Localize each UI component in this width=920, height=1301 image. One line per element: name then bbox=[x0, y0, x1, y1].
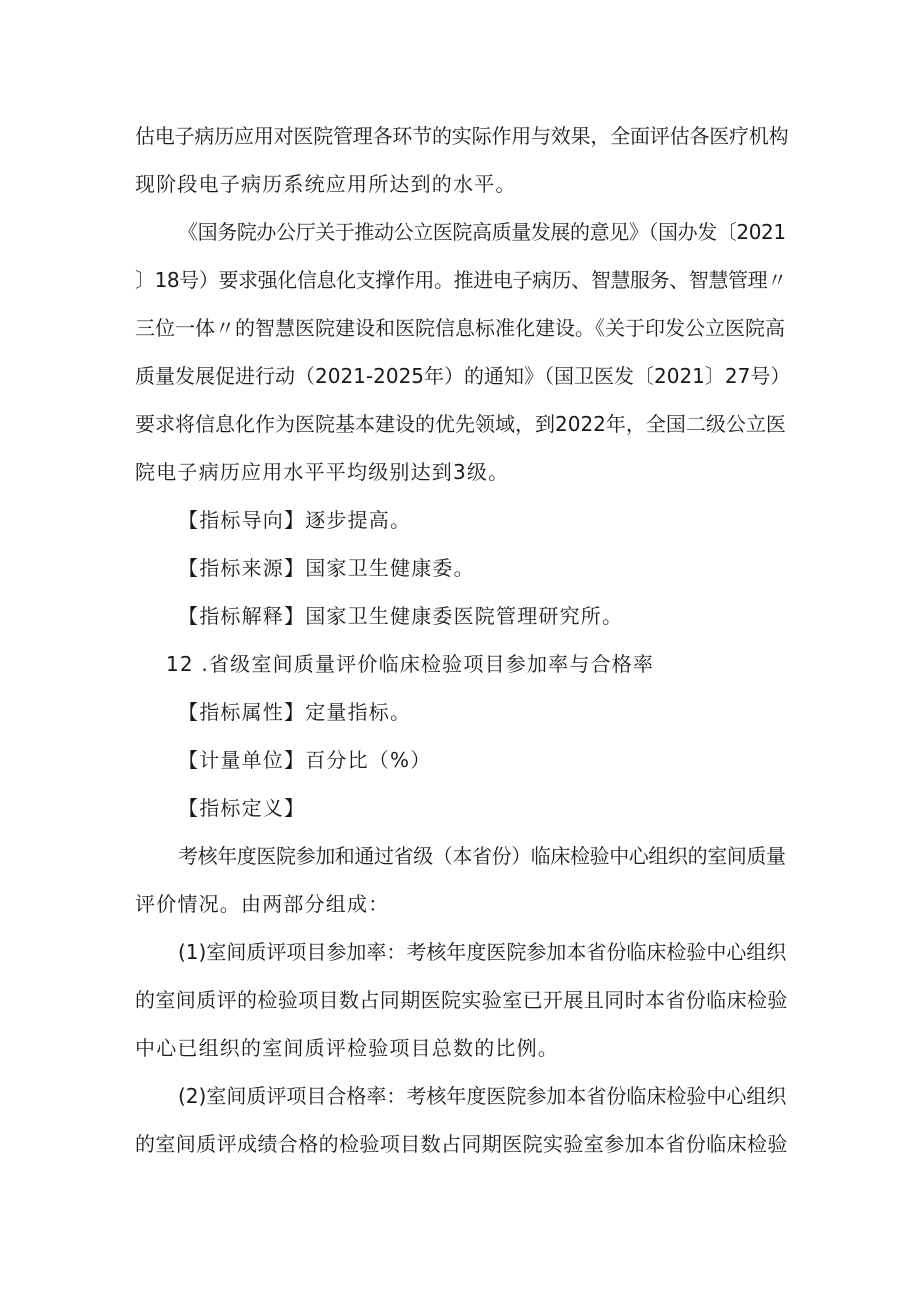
indicator-definition-label: 【指标定义】 bbox=[178, 796, 306, 820]
paragraph-line: 《国务院办公厅关于推动公立医院高质量发展的意见》（国办发〔2021 bbox=[178, 220, 786, 244]
list-item-1-line: (1)室间质评项目参加率：考核年度医院参加本省份临床检验中心组织 bbox=[178, 940, 787, 964]
paragraph-line: 院电子病历应用水平平均级别达到3级。 bbox=[135, 460, 510, 484]
paragraph-line: 〕18号）要求强化信息化支撑作用。推进电子病历、智慧服务、智慧管理〃 bbox=[135, 268, 787, 292]
paragraph-line: 要求将信息化作为医院基本建设的优先领域，到2022年，全国二级公立医 bbox=[135, 412, 786, 436]
indicator-source: 【指标来源】国家卫生健康委。 bbox=[178, 556, 475, 580]
paragraph-line: 现阶段电子病历系统应用所达到的水平。 bbox=[135, 172, 517, 196]
list-item-2-line: (2)室间质评项目合格率：考核年度医院参加本省份临床检验中心组织 bbox=[178, 1084, 787, 1108]
section-heading: 12 .省级室间质量评价临床检验项目参加率与合格率 bbox=[166, 652, 655, 676]
indicator-explanation: 【指标解释】国家卫生健康委医院管理研究所。 bbox=[178, 604, 624, 628]
paragraph-line: 考核年度医院参加和通过省级（本省份）临床检验中心组织的室间质量 bbox=[178, 844, 786, 868]
indicator-orientation: 【指标导向】逐步提高。 bbox=[178, 508, 412, 532]
indicator-attribute: 【指标属性】定量指标。 bbox=[178, 700, 412, 724]
paragraph-line: 的室间质评的检验项目数占同期医院实验室已开展且同时本省份临床检验 bbox=[135, 988, 788, 1012]
paragraph-line: 三位一体〃的智慧医院建设和医院信息标准化建设。《关于印发公立医院高 bbox=[135, 316, 785, 340]
paragraph-line: 评价情况。由两部分组成： bbox=[135, 892, 390, 916]
paragraph-line: 估电子病历应用对医院管理各环节的实际作用与效果，全面评估各医疗机构 bbox=[135, 124, 789, 148]
measurement-unit: 【计量单位】百分比（%） bbox=[178, 748, 432, 772]
paragraph-line: 中心已组织的室间质评检验项目总数的比例。 bbox=[135, 1036, 559, 1060]
paragraph-line: 质量发展促进行动（2021-2025年）的通知》（国卫医发〔2021〕27号） bbox=[135, 364, 791, 388]
paragraph-line: 的室间质评成绩合格的检验项目数占同期医院实验室参加本省份临床检验 bbox=[135, 1132, 788, 1156]
